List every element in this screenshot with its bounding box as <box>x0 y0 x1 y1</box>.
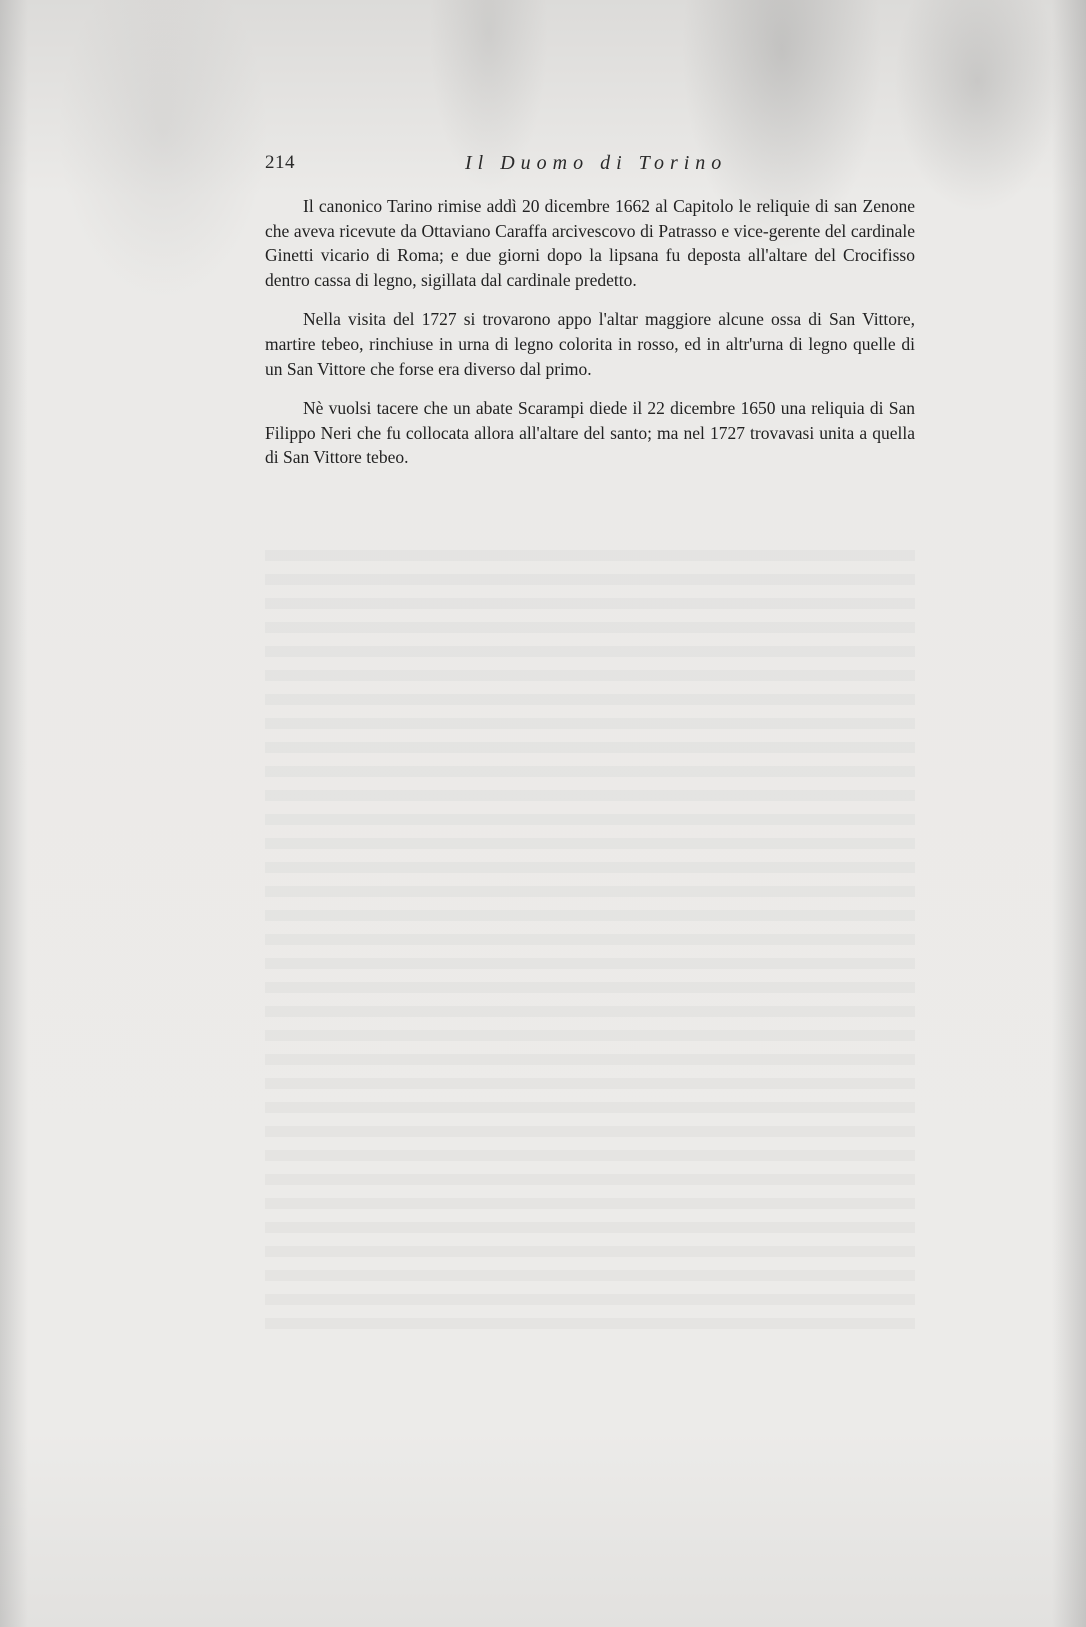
paragraph: Il canonico Tarino rimise addì 20 dicembre 1662 al Capitolo le reliquie di san Zenone che aveva ricevute da Ottaviano Caraffa arcivescovo di Patrasso e vice-gerente del cardinale Ginetti vicario di Roma; e due giorni dopo la lipsana fu deposta all'altare del Crocifisso dentro cassa di legno, sigillata dal cardinale predetto. <box>265 196 915 290</box>
paragraph: Nella visita del 1727 si trovarono appo l'altar maggiore alcune ossa di San Vittore, martire tebeo, rinchiuse in urna di legno colorita in rosso, ed in altr'urna di legno quelle di un San Vittore che forse era diverso dal primo. <box>265 309 915 379</box>
running-title: Il Duomo di Torino <box>465 152 728 174</box>
show-through-texture <box>265 550 915 1330</box>
page-edge-shadow-left <box>0 0 28 1627</box>
body-text <box>265 194 915 485</box>
page-edge-shadow-right <box>1052 0 1086 1627</box>
paragraph: Nè vuolsi tacere che un abate Scarampi diede il 22 dicembre 1650 una reliquia di San Filippo Neri che fu collocata allora all'altare del santo; ma nel 1727 trovavasi unita a quella di San Vittore tebeo. <box>265 398 915 468</box>
running-head <box>265 152 915 180</box>
page-number: 214 <box>265 152 295 173</box>
